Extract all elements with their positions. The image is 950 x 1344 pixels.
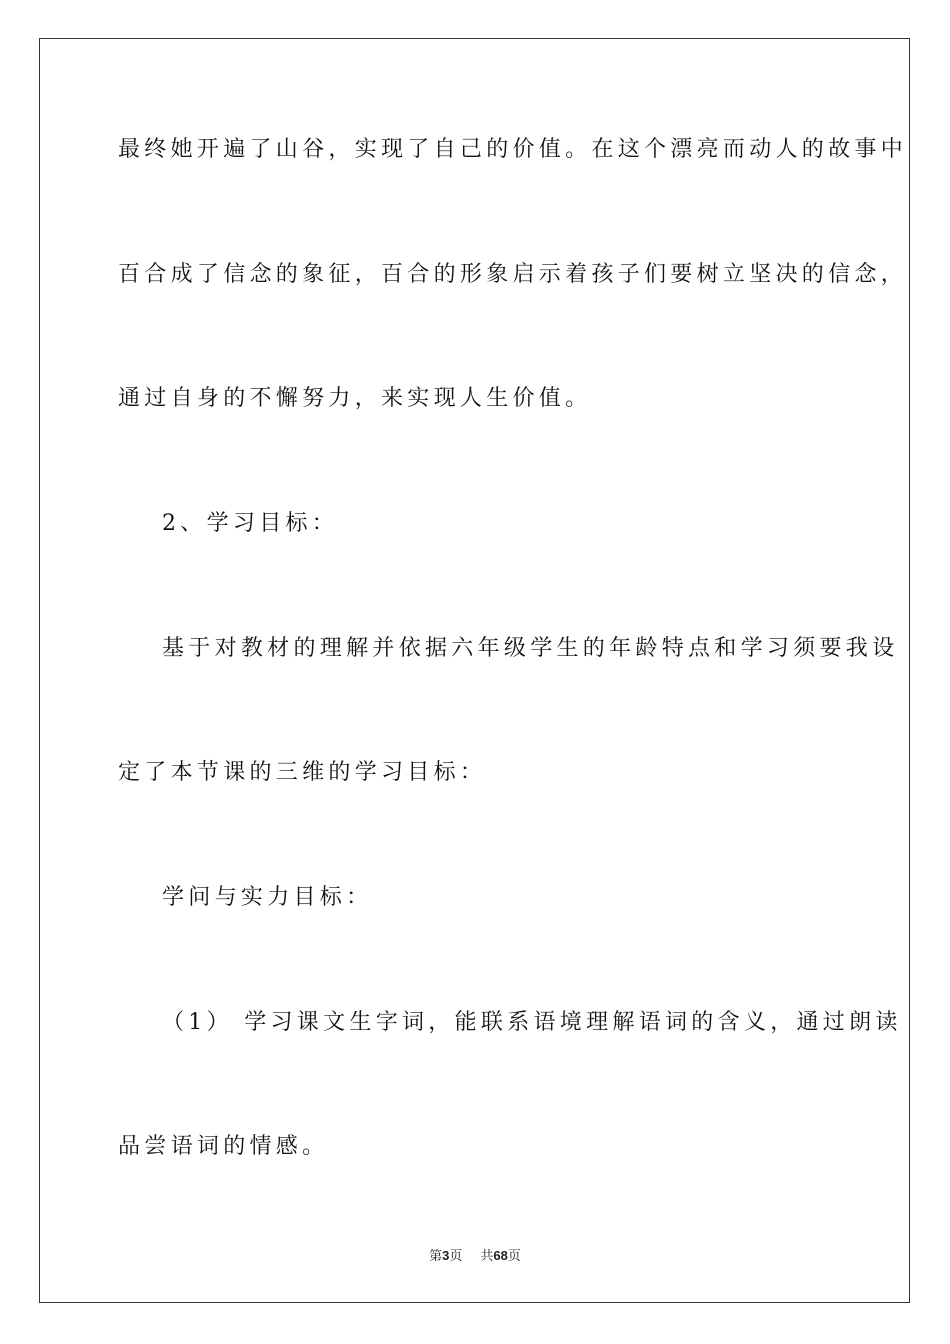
footer-total-suffix: 页 xyxy=(507,1249,521,1264)
page-border xyxy=(39,38,910,1303)
text-line-9: 品尝语词的情感。 xyxy=(118,1134,329,1159)
page-footer xyxy=(0,1247,950,1266)
text-line-5: 基于对教材的理解并依据六年级学生的年龄特点和学习须要我设 xyxy=(162,636,899,661)
footer-page-number: 3 xyxy=(442,1248,450,1263)
text-line-2: 百合成了信念的象征，百合的形象启示着孩子们要树立坚决的信念， xyxy=(118,262,908,287)
text-line-8: （1） 学习课文生字词，能联系语境理解语词的含义，通过朗读 xyxy=(162,1010,902,1035)
footer-page-prefix: 第 xyxy=(429,1249,443,1264)
text-line-1: 最终她开遍了山谷，实现了自己的价值。在这个漂亮而动人的故事中 xyxy=(118,137,908,162)
text-line-3: 通过自身的不懈努力，来实现人生价值。 xyxy=(118,386,592,411)
text-line-6: 定了本节课的三维的学习目标： xyxy=(118,760,487,785)
subheading-knowledge-ability: 学问与实力目标： xyxy=(162,885,373,910)
footer-total-prefix: 共 xyxy=(480,1249,494,1264)
footer-total-pages: 68 xyxy=(493,1248,508,1263)
section-heading-learning-goals: 2、学习目标： xyxy=(162,511,339,536)
footer-page-suffix: 页 xyxy=(449,1249,463,1264)
